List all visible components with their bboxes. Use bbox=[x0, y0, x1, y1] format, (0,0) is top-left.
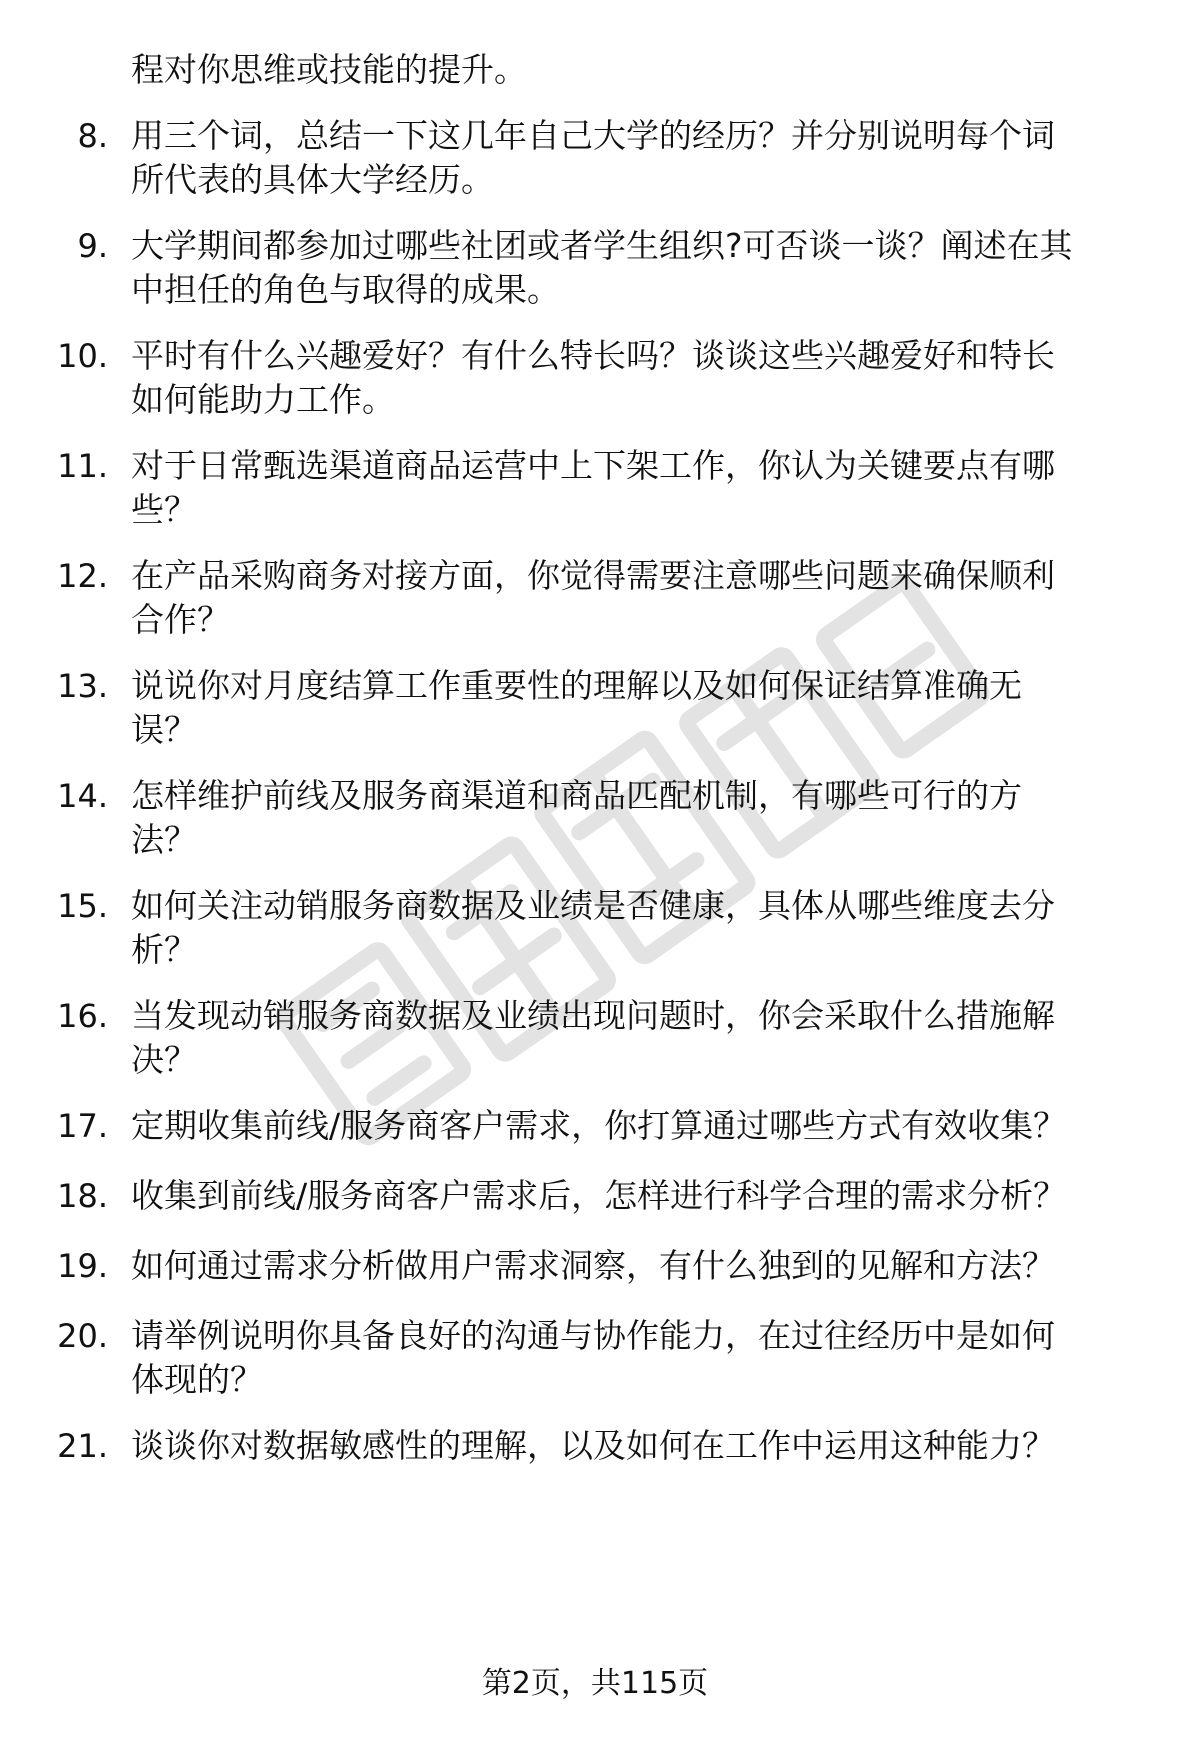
question-line: 大学期间都参加过哪些社团或者学生组织?可否谈一谈？阐述在其 bbox=[131, 226, 1073, 265]
question-text bbox=[131, 444, 1171, 532]
page-footer: 第2页，共115页 bbox=[481, 1666, 709, 1701]
question-text bbox=[131, 884, 1171, 972]
question-text bbox=[131, 1104, 1171, 1148]
question-line: 在产品采购商务对接方面，你觉得需要注意哪些问题来确保顺利 bbox=[131, 556, 1055, 595]
question-number: 13. bbox=[57, 667, 108, 705]
continued-text: 程对你思维或技能的提升。 bbox=[131, 50, 527, 89]
question-line: 定期收集前线/服务商客户需求，你打算通过哪些方式有效收集？ bbox=[131, 1106, 1067, 1145]
question-number: 8. bbox=[77, 117, 108, 155]
question-line: 决？ bbox=[131, 1040, 197, 1079]
question-text bbox=[131, 774, 1171, 862]
question-text bbox=[131, 1174, 1171, 1218]
question-line: 谈谈你对数据敏感性的理解，以及如何在工作中运用这种能力？ bbox=[131, 1426, 1055, 1465]
question-line: 如何能助力工作。 bbox=[131, 380, 395, 419]
question-line: 收集到前线/服务商客户需求后，怎样进行科学合理的需求分析？ bbox=[131, 1176, 1067, 1215]
question-number: 18. bbox=[57, 1177, 108, 1215]
question-number: 19. bbox=[57, 1247, 108, 1285]
question-line: 析？ bbox=[131, 930, 197, 969]
question-line: 法？ bbox=[131, 820, 197, 859]
question-number: 12. bbox=[57, 557, 108, 595]
question-number: 16. bbox=[57, 997, 108, 1035]
question-line: 所代表的具体大学经历。 bbox=[131, 160, 494, 199]
question-text bbox=[131, 114, 1171, 202]
question-line: 如何通过需求分析做用户需求洞察，有什么独到的见解和方法？ bbox=[131, 1246, 1055, 1285]
question-line: 些？ bbox=[131, 490, 197, 529]
question-line: 合作？ bbox=[131, 600, 230, 639]
question-line: 误？ bbox=[131, 710, 197, 749]
question-number: 21. bbox=[57, 1427, 108, 1465]
question-line: 如何关注动销服务商数据及业绩是否健康，具体从哪些维度去分 bbox=[131, 886, 1055, 925]
question-line: 说说你对月度结算工作重要性的理解以及如何保证结算准确无 bbox=[131, 666, 1022, 705]
question-line: 平时有什么兴趣爱好？有什么特长吗？谈谈这些兴趣爱好和特长 bbox=[131, 336, 1055, 375]
question-line: 怎样维护前线及服务商渠道和商品匹配机制，有哪些可行的方 bbox=[131, 776, 1022, 815]
question-text bbox=[131, 224, 1171, 312]
question-number: 17. bbox=[57, 1107, 108, 1145]
question-line: 当发现动销服务商数据及业绩出现问题时，你会采取什么措施解 bbox=[131, 996, 1055, 1035]
question-text bbox=[131, 994, 1171, 1082]
question-line: 对于日常甄选渠道商品运营中上下架工作，你认为关键要点有哪 bbox=[131, 446, 1055, 485]
question-line: 体现的？ bbox=[131, 1360, 263, 1399]
question-text bbox=[131, 1244, 1171, 1288]
question-text bbox=[131, 1314, 1171, 1402]
question-number: 20. bbox=[57, 1317, 108, 1355]
question-number: 14. bbox=[57, 777, 108, 815]
question-text bbox=[131, 334, 1171, 422]
question-number: 9. bbox=[77, 227, 108, 265]
question-text bbox=[131, 554, 1171, 642]
question-number: 15. bbox=[57, 887, 108, 925]
question-text bbox=[131, 1424, 1171, 1468]
question-line: 请举例说明你具备良好的沟通与协作能力，在过往经历中是如何 bbox=[131, 1316, 1055, 1355]
question-line: 中担任的角色与取得的成果。 bbox=[131, 270, 560, 309]
question-number: 10. bbox=[57, 337, 108, 375]
question-number: 11. bbox=[57, 447, 108, 485]
question-text bbox=[131, 664, 1171, 752]
question-line: 用三个词，总结一下这几年自己大学的经历？并分别说明每个词 bbox=[131, 116, 1055, 155]
